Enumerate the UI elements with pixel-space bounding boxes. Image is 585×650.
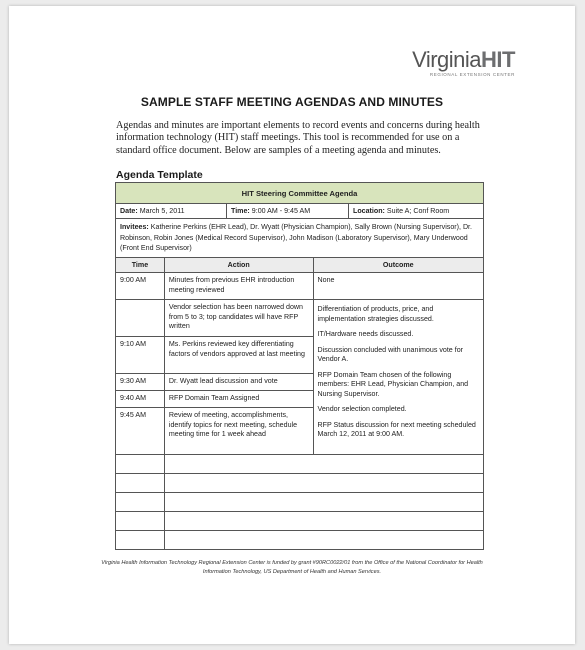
row-time: 9:40 AM bbox=[116, 391, 165, 408]
outcome-item: RFP Domain Team chosen of the following members: EHR Lead, Physician Champion, and Nursing Supervisor. bbox=[317, 370, 469, 398]
table-row bbox=[116, 512, 484, 531]
column-header-time: Time bbox=[116, 258, 165, 273]
logo-tagline: REGIONAL EXTENSION CENTER bbox=[429, 72, 515, 77]
date-field bbox=[116, 204, 227, 218]
date-value: March 5, 2011 bbox=[139, 207, 185, 215]
invitees-cell bbox=[116, 219, 484, 258]
row-time: 9:30 AM bbox=[116, 374, 165, 391]
table-row bbox=[116, 455, 484, 474]
row-outcome: None bbox=[313, 273, 484, 300]
table-row bbox=[116, 531, 484, 550]
agenda-heading: HIT Steering Committee Agenda bbox=[116, 183, 484, 204]
invitees-label: Invitees: bbox=[120, 223, 149, 231]
time-field bbox=[227, 204, 349, 218]
logo-name-plain: Virginia bbox=[412, 47, 482, 72]
table-row bbox=[116, 474, 484, 493]
row-action: Review of meeting, accomplishments, identify topics for next meeting, schedule meeting time for 1 week ahead bbox=[164, 408, 313, 455]
date-label: Date: bbox=[120, 207, 138, 215]
row-time bbox=[116, 300, 165, 337]
row-action: Vendor selection has been narrowed down from 5 to 3; top candidates will have RFP written bbox=[164, 300, 313, 337]
table-row bbox=[116, 493, 484, 512]
section-label-agenda-template: Agenda Template bbox=[116, 169, 203, 181]
outcome-item: Differentiation of products, price, and implementation strategies discussed. bbox=[317, 305, 434, 323]
invitees-value: Katherine Perkins (EHR Lead), Dr. Wyatt (Physician Champion), Sally Brown (Nursing Supervisor), Dr. Robinson, Robin Jones (Medical Record Supervisor), John Madison (Laboratory Supervisor), Mary Underwood (Front End Supervisor) bbox=[120, 223, 473, 252]
page-title: SAMPLE STAFF MEETING AGENDAS AND MINUTES bbox=[140, 95, 444, 109]
merged-outcome-cell bbox=[313, 300, 484, 455]
column-header-action: Action bbox=[164, 258, 313, 273]
outcome-item: Vendor selection completed. bbox=[317, 405, 407, 413]
row-action: Minutes from previous EHR introduction meeting reviewed bbox=[164, 273, 313, 300]
row-time: 9:00 AM bbox=[116, 273, 165, 300]
table-row bbox=[116, 300, 484, 337]
logo-name-bold: HIT bbox=[481, 47, 515, 72]
outcome-item: Discussion concluded with unanimous vote for Vendor A. bbox=[317, 345, 463, 363]
intro-paragraph: Agendas and minutes are important elements to record events and concerns during health information technology (HIT) staff meetings. This tool is recommended for use on a standard office document. Below are samples of a meeting agenda and minutes. bbox=[116, 120, 480, 156]
outcome-item: IT/Hardware needs discussed. bbox=[317, 330, 414, 338]
row-time: 9:10 AM bbox=[116, 337, 165, 374]
row-action: Ms. Perkins reviewed key differentiating factors of vendors approved at last meeting bbox=[164, 337, 313, 374]
row-time: 9:45 AM bbox=[116, 408, 165, 455]
virginia-hit-logo bbox=[412, 49, 515, 77]
table-row bbox=[116, 273, 484, 300]
funding-footer: Virginia Health Information Technology Regional Extension Center is funded by grant #90RC0022/01 from the Office of the National Coordinator for Health Information Technology, US Department of Health and Human Services. bbox=[101, 560, 483, 575]
column-header-outcome: Outcome bbox=[313, 258, 484, 273]
document-page bbox=[9, 6, 575, 644]
agenda-table bbox=[115, 182, 484, 550]
row-action: Dr. Wyatt lead discussion and vote bbox=[164, 374, 313, 391]
location-value: Suite A; Conf Room bbox=[386, 207, 450, 215]
location-field bbox=[349, 204, 484, 218]
location-label: Location: bbox=[353, 207, 385, 215]
time-value: 9:00 AM - 9:45 AM bbox=[251, 207, 311, 215]
outcome-item: RFP Status discussion for next meeting scheduled March 12, 2011 at 9:00 AM. bbox=[317, 420, 476, 438]
row-action: RFP Domain Team Assigned bbox=[164, 391, 313, 408]
time-label: Time: bbox=[231, 207, 250, 215]
